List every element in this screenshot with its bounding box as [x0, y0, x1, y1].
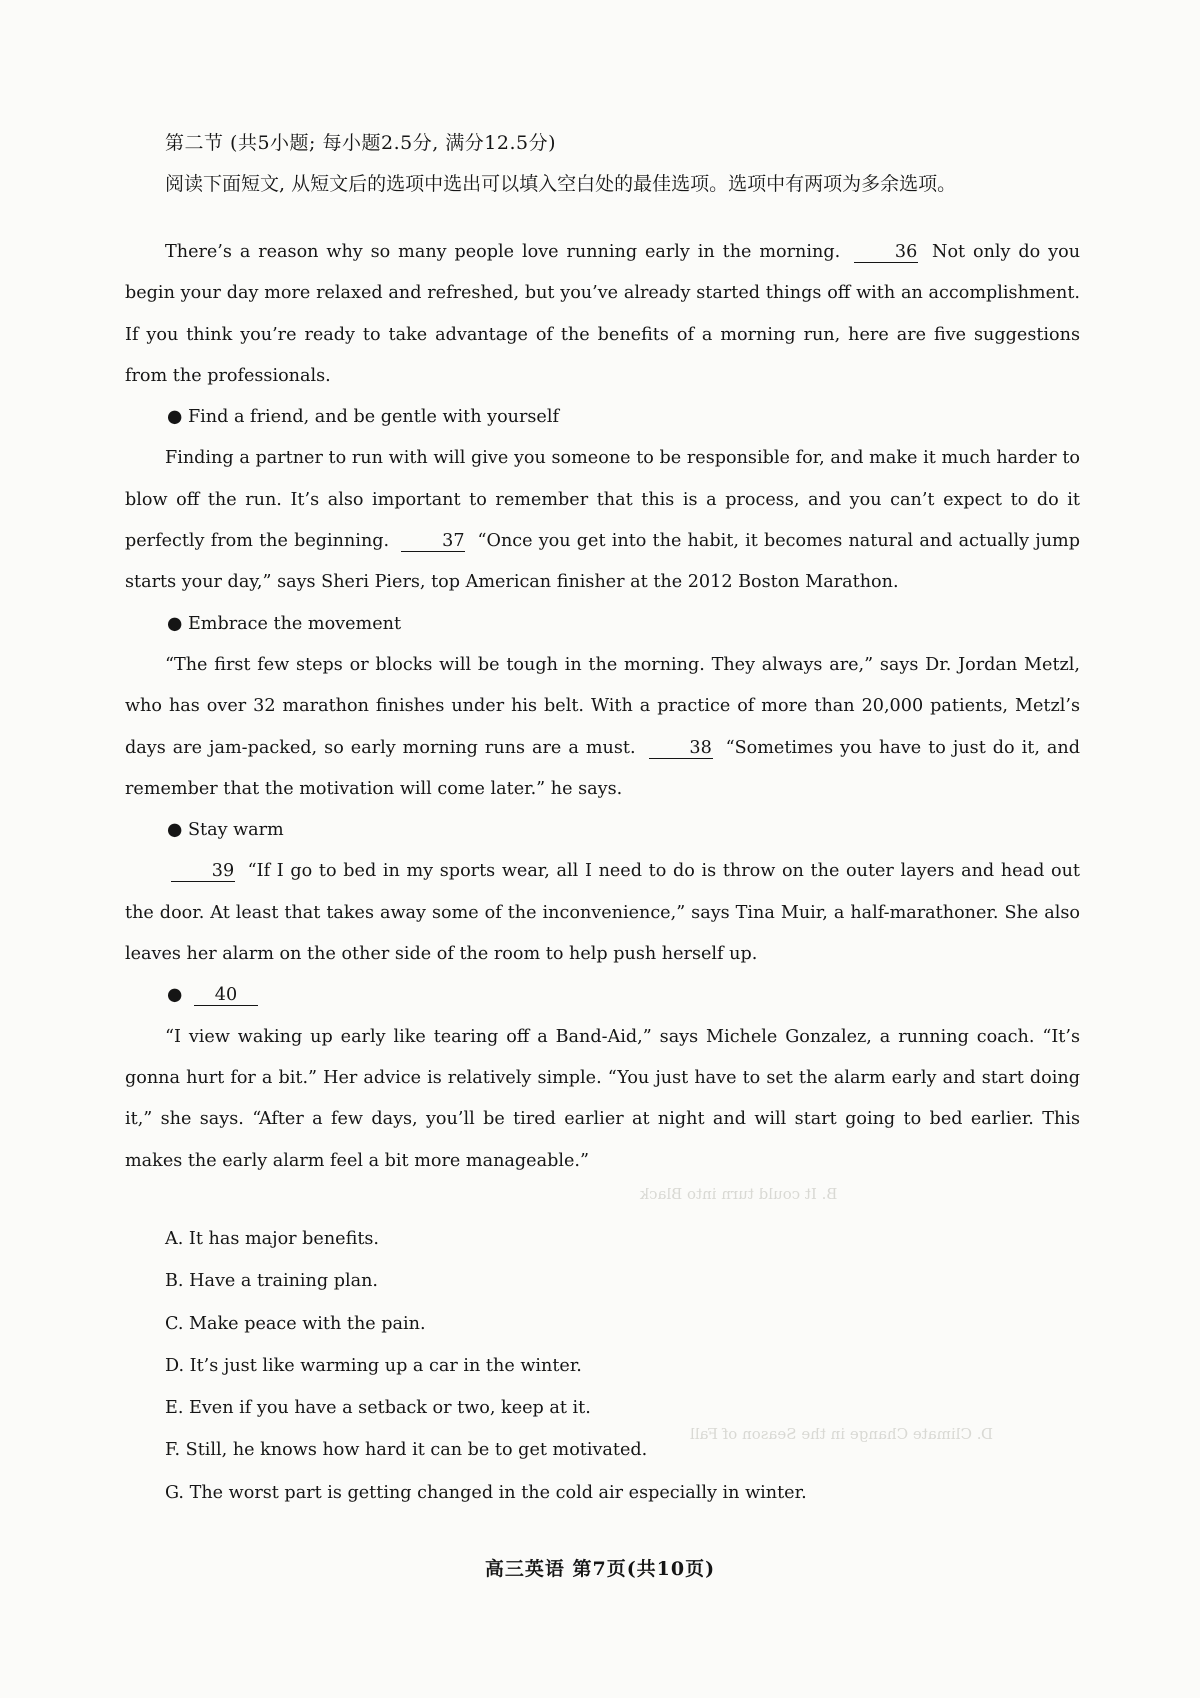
blank-36: 36 — [854, 242, 918, 263]
paragraph-text: “I view waking up early like tearing off a Band-Aid,” says Michele Gonzalez, a running coach. “It’s gonna hurt for a bit.” Her advice is relatively simple. “You just have to set the alarm early and start doing it,” she says. “After a few days, you’ll be tired earlier at night and will start going to bed earlier. This makes the early alarm feel a bit more manageable.” — [125, 1026, 1080, 1171]
blank-40: 40 — [194, 985, 258, 1006]
heading-text: Find a friend, and be gentle with yourself — [187, 407, 559, 428]
paragraph-text: “If I go to bed in my sports wear, all I need to do is throw on the outer layers and head out the door. At least that takes away some of the inconvenience,” says Tina Muir, a half-marathoner. She also leaves her alarm on the other side of the room to help push herself up. — [125, 861, 1080, 965]
bleed-through-text: B. It could turn into Black — [640, 1185, 838, 1203]
paragraph-text: “The first few steps or blocks will be tough in the morning. They always are,” says Dr. Jordan Metzl, who has over 32 marathon finishes under his belt. With a practice of more than 20,000 patients, Metzl’s days are jam-packed, so early morning runs are a must. — [125, 654, 1080, 758]
bleed-through-text: D. Climate Change in the Season of Fall — [690, 1425, 994, 1443]
option-c: C. Make peace with the pain. — [165, 1313, 426, 1334]
bullet-icon: ● — [167, 985, 183, 1006]
paragraph-embrace-movement — [125, 645, 1080, 810]
paragraph-text-continued: “Once you get into the habit, it becomes natural and actually jump starts your day,” says Sheri Piers, top American finisher at the 2012 Boston Marathon. — [125, 531, 1081, 593]
heading-text: Embrace the movement — [187, 613, 402, 634]
blank-37: 37 — [401, 531, 465, 552]
page-footer: 高三英语 第7页(共10页) — [484, 1558, 716, 1580]
option-a: A. It has major benefits. — [165, 1229, 380, 1249]
option-b: B. Have a training plan. — [165, 1271, 379, 1292]
intro-paragraph — [125, 232, 1080, 397]
reading-passage — [125, 232, 1080, 1182]
option-e: E. Even if you have a setback or two, keep at it. — [165, 1398, 591, 1419]
answer-options — [165, 1218, 807, 1514]
paragraph-band-aid — [125, 1017, 1080, 1182]
heading-find-a-friend — [125, 397, 1080, 438]
section-heading: 第二节 (共5小题; 每小题2.5分, 满分12.5分) — [165, 132, 556, 154]
heading-embrace-movement — [125, 604, 1080, 645]
intro-text: There’s a reason why so many people love running early in the morning. — [165, 242, 841, 262]
bullet-icon: ● — [167, 407, 183, 428]
heading-stay-warm — [125, 810, 1080, 851]
option-d: D. It’s just like warming up a car in the winter. — [165, 1355, 582, 1376]
instructions: 阅读下面短文, 从短文后的选项中选出可以填入空白处的最佳选项。选项中有两项为多余选项。 — [165, 173, 957, 195]
heading-blank-40 — [125, 975, 1080, 1016]
blank-39: 39 — [171, 861, 235, 882]
bullet-icon: ● — [167, 613, 183, 634]
option-f: F. Still, he knows how hard it can be to get motivated. — [165, 1440, 648, 1461]
paragraph-text-continued: “Sometimes you have to just do it, and remember that the motivation will come later.” he says. — [125, 737, 1081, 799]
blank-38: 38 — [649, 738, 713, 759]
option-g: G. The worst part is getting changed in the cold air especially in winter. — [165, 1482, 807, 1503]
paragraph-find-a-friend — [125, 438, 1080, 603]
bullet-icon: ● — [167, 820, 183, 841]
paragraph-stay-warm — [125, 851, 1080, 975]
heading-text: Stay warm — [187, 820, 284, 841]
intro-text-continued: Not only do you begin your day more relaxed and refreshed, but you’ve already started things off with an accomplishment. If you think you’re ready to take advantage of the benefits of a morning run, here are five suggestions from the professionals. — [125, 242, 1081, 386]
paragraph-text: Finding a partner to run with will give you someone to be responsible for, and make it much harder to blow off the run. It’s also important to remember that this is a process, and you can’t expect to do it perfectly from the beginning. — [125, 448, 1080, 552]
